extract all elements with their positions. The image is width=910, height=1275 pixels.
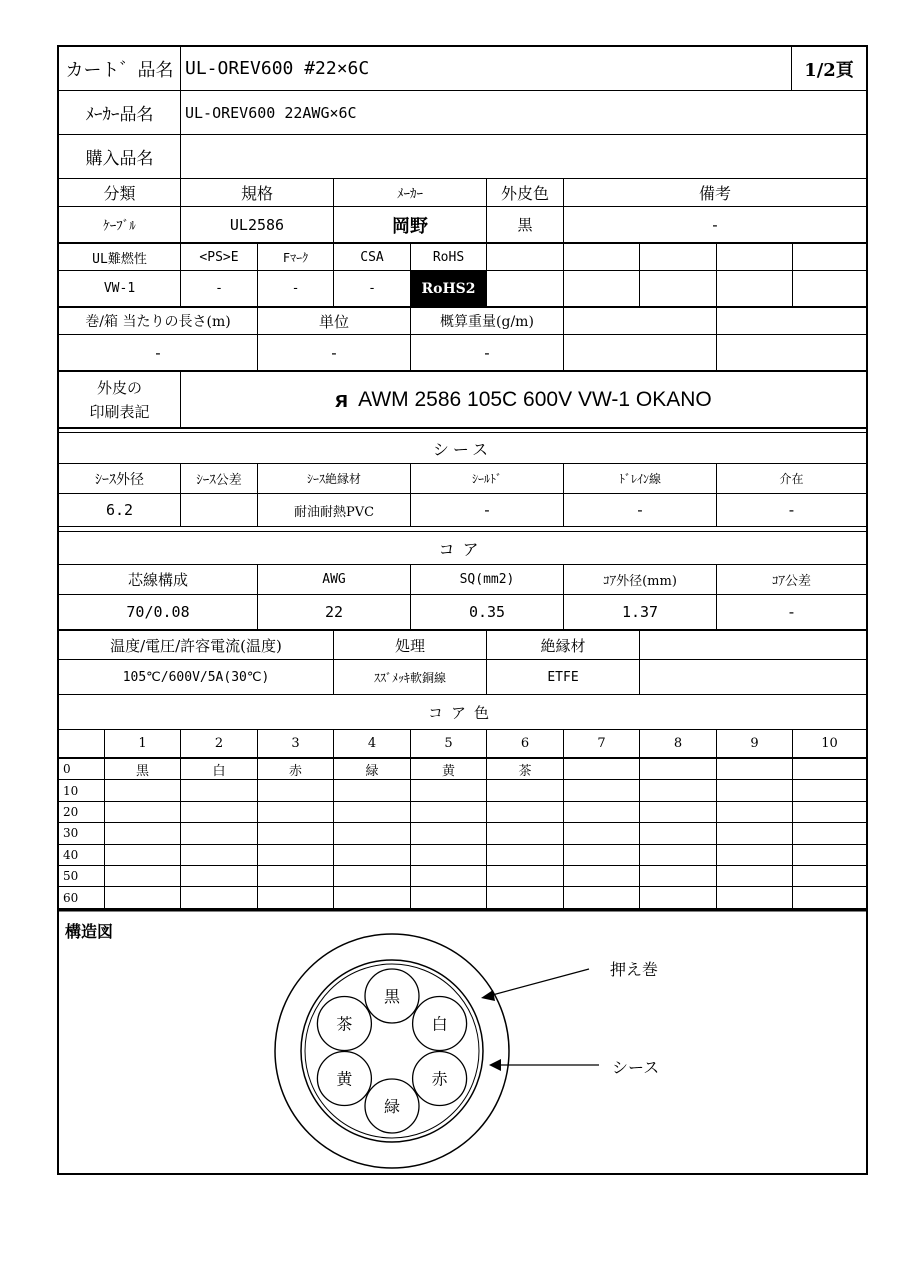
f-mark-header: Fﾏｰｸ bbox=[258, 243, 334, 271]
card-name-label: カート゛品名 bbox=[59, 47, 181, 91]
spec-sheet bbox=[57, 45, 868, 1175]
sheath-od-header: ｼｰｽ外径 bbox=[59, 464, 181, 494]
wrap-arrow-icon bbox=[481, 990, 495, 1001]
core-color-row-label: 40 bbox=[59, 845, 105, 866]
unit-header: 単位 bbox=[258, 307, 411, 335]
sheath-arrow-icon bbox=[489, 1059, 501, 1071]
insulation-header: 絶縁材 bbox=[487, 630, 640, 660]
core-color-row-label: 20 bbox=[59, 802, 105, 823]
weight-header: 概算重量(g/m) bbox=[411, 307, 564, 335]
core-color-column-header: 8 bbox=[640, 730, 717, 759]
sheath-title: シース bbox=[59, 432, 866, 464]
drain-value: - bbox=[564, 494, 717, 527]
maker-header: ﾒｰｶｰ bbox=[334, 179, 487, 207]
weight-value: - bbox=[411, 335, 564, 371]
rating-header: 温度/電圧/許容電流(温度) bbox=[59, 630, 334, 660]
page-number: 1/2頁 bbox=[792, 47, 866, 91]
core-color-column-header: 4 bbox=[334, 730, 411, 759]
wrap-leader-line bbox=[485, 969, 589, 997]
rohs-header: RoHS bbox=[411, 243, 487, 271]
print-label-line2: 印刷表記 bbox=[89, 402, 150, 421]
core-color-title: コア色 bbox=[59, 695, 866, 730]
insulation-value: ETFE bbox=[487, 660, 640, 695]
category-header: 分類 bbox=[59, 179, 181, 207]
ul-flame-value: VW-1 bbox=[59, 271, 181, 307]
pse-value: - bbox=[181, 271, 258, 307]
core-color-column-header: 9 bbox=[717, 730, 793, 759]
csa-header: CSA bbox=[334, 243, 411, 271]
awg-value: 22 bbox=[258, 595, 411, 630]
csa-value: - bbox=[334, 271, 411, 307]
sheath-od-value: 6.2 bbox=[59, 494, 181, 527]
length-value: - bbox=[59, 335, 258, 371]
jacket-color-header: 外皮色 bbox=[487, 179, 564, 207]
core-color-column-header: 5 bbox=[411, 730, 487, 759]
core-tolerance-header: ｺｱ公差 bbox=[717, 565, 866, 595]
shield-value: - bbox=[411, 494, 564, 527]
core-color-row-label: 60 bbox=[59, 887, 105, 908]
core-tolerance-value: - bbox=[717, 595, 866, 630]
core-color-cell: 赤 bbox=[258, 759, 334, 780]
core-label: 白 bbox=[431, 1014, 448, 1034]
awg-header: AWG bbox=[258, 565, 411, 595]
maker-name-value: UL-OREV600 22AWG×6C bbox=[181, 91, 866, 135]
treatment-value: ｽｽﾞﾒｯｷ軟銅線 bbox=[334, 660, 487, 695]
core-color-row-label: 50 bbox=[59, 866, 105, 887]
core-color-cell: 緑 bbox=[334, 759, 411, 780]
core-color-cell: 茶 bbox=[487, 759, 564, 780]
core-color-cell: 黄 bbox=[411, 759, 487, 780]
structure-title: 構造図 bbox=[65, 922, 114, 941]
core-color-row-label: 10 bbox=[59, 780, 105, 801]
conductor-value: 70/0.08 bbox=[59, 595, 258, 630]
rating-value: 105℃/600V/5A(30℃) bbox=[59, 660, 334, 695]
print-marking-text: AWM 2586 105C 600V VW-1 OKANO bbox=[358, 387, 712, 411]
core-label: 茶 bbox=[336, 1014, 353, 1034]
core-od-value: 1.37 bbox=[564, 595, 717, 630]
core-color-column-header: 3 bbox=[258, 730, 334, 759]
core-label: 赤 bbox=[431, 1069, 448, 1089]
core-color-column-header: 1 bbox=[105, 730, 181, 759]
core-label: 黒 bbox=[383, 987, 401, 1006]
category-value: ｹｰﾌﾞﾙ bbox=[59, 207, 181, 243]
core-od-header: ｺｱ外径(mm) bbox=[564, 565, 717, 595]
unit-value: - bbox=[258, 335, 411, 371]
rohs-badge: RoHS2 bbox=[411, 271, 487, 307]
sheath-tolerance-header: ｼｰｽ公差 bbox=[181, 464, 258, 494]
standard-value: UL2586 bbox=[181, 207, 334, 243]
sq-value: 0.35 bbox=[411, 595, 564, 630]
ul-flame-header: UL難燃性 bbox=[59, 243, 181, 271]
f-mark-value: - bbox=[258, 271, 334, 307]
treatment-header: 処理 bbox=[334, 630, 487, 660]
filler-value: - bbox=[717, 494, 866, 527]
conductor-header: 芯線構成 bbox=[59, 565, 258, 595]
sq-header: SQ(mm2) bbox=[411, 565, 564, 595]
filler-header: 介在 bbox=[717, 464, 866, 494]
maker-name-label: ﾒｰｶｰ品名 bbox=[59, 91, 181, 135]
structure-diagram bbox=[59, 47, 866, 1173]
drain-header: ﾄﾞﾚｲﾝ線 bbox=[564, 464, 717, 494]
sheath-label: シース bbox=[612, 1058, 660, 1077]
core-label: 黄 bbox=[336, 1069, 353, 1089]
core-title: コア bbox=[59, 531, 866, 565]
core-color-cell: 白 bbox=[181, 759, 258, 780]
pse-header: <PS>E bbox=[181, 243, 258, 271]
print-label-line1: 外皮の bbox=[96, 378, 142, 397]
core-color-column-header: 10 bbox=[793, 730, 866, 759]
purchase-name-label: 購入品名 bbox=[59, 135, 181, 179]
standard-header: 規格 bbox=[181, 179, 334, 207]
shield-header: ｼｰﾙﾄﾞ bbox=[411, 464, 564, 494]
core-color-cell: 黒 bbox=[105, 759, 181, 780]
maker-value: 岡野 bbox=[334, 207, 487, 243]
sheath-insulation-header: ｼｰｽ絶縁材 bbox=[258, 464, 411, 494]
ul-mark-icon: ᴙ bbox=[335, 386, 349, 412]
core-label: 緑 bbox=[383, 1097, 401, 1116]
remarks-header: 備考 bbox=[564, 179, 866, 207]
card-name-value: UL-OREV600 #22×6C bbox=[181, 47, 792, 91]
core-color-column-header: 2 bbox=[181, 730, 258, 759]
core-color-column-header: 7 bbox=[564, 730, 640, 759]
wrap-label: 押え巻 bbox=[610, 960, 659, 979]
sheath-insulation-value: 耐油耐熱PVC bbox=[258, 494, 411, 527]
core-color-row-label: 30 bbox=[59, 823, 105, 844]
core-group bbox=[317, 969, 466, 1133]
length-header: 巻/箱 当たりの長さ(m) bbox=[59, 307, 258, 335]
core-color-row-label: 0 bbox=[59, 759, 105, 780]
jacket-color-value: 黒 bbox=[487, 207, 564, 243]
core-color-column-header: 6 bbox=[487, 730, 564, 759]
remarks-value: - bbox=[564, 207, 866, 243]
